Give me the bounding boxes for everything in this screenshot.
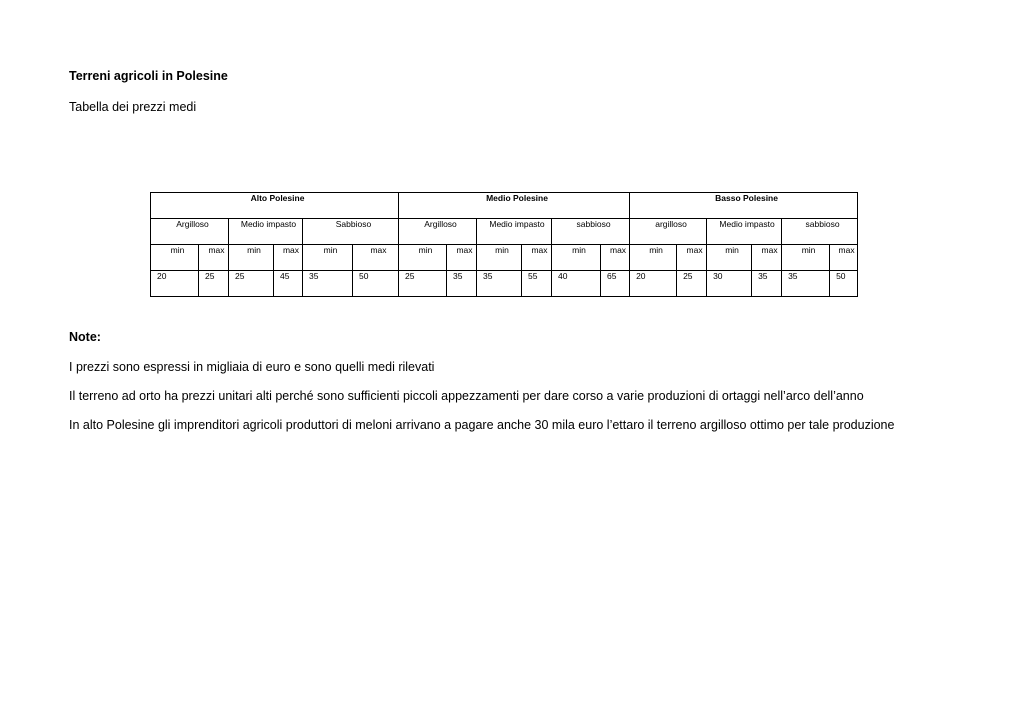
price-cell: 35	[477, 271, 522, 297]
region-header: Alto Polesine	[151, 193, 399, 219]
price-cell: 35	[447, 271, 477, 297]
price-cell: 25	[229, 271, 274, 297]
minmax-header: min	[229, 245, 274, 271]
minmax-header: max	[601, 245, 630, 271]
price-cell: 65	[601, 271, 630, 297]
soil-header: Medio impasto	[477, 219, 552, 245]
minmax-header: min	[552, 245, 601, 271]
minmax-header: min	[477, 245, 522, 271]
minmax-header: min	[707, 245, 752, 271]
price-cell: 55	[522, 271, 552, 297]
price-cell: 25	[199, 271, 229, 297]
soil-header: sabbioso	[552, 219, 630, 245]
price-cell: 20	[151, 271, 199, 297]
price-cell: 25	[677, 271, 707, 297]
minmax-header: min	[151, 245, 199, 271]
price-cell: 30	[707, 271, 752, 297]
notes-heading: Note:	[69, 330, 101, 344]
soil-header: Medio impasto	[707, 219, 782, 245]
minmax-header: max	[353, 245, 399, 271]
minmax-header: min	[630, 245, 677, 271]
soil-header-row	[151, 219, 858, 245]
soil-header: Sabbioso	[303, 219, 399, 245]
minmax-header: max	[752, 245, 782, 271]
region-header-row	[151, 193, 858, 219]
soil-header: Argilloso	[399, 219, 477, 245]
soil-header: Argilloso	[151, 219, 229, 245]
region-header: Basso Polesine	[630, 193, 858, 219]
price-cell: 25	[399, 271, 447, 297]
price-cell: 50	[830, 271, 858, 297]
minmax-header: max	[447, 245, 477, 271]
minmax-header: max	[274, 245, 303, 271]
document-title: Terreni agricoli in Polesine	[69, 69, 228, 83]
minmax-header: max	[830, 245, 858, 271]
minmax-header: min	[399, 245, 447, 271]
price-values-row	[151, 271, 858, 297]
minmax-header-row	[151, 245, 858, 271]
note-paragraph: In alto Polesine gli imprenditori agricoli produttori di meloni arrivano a pagare anche 30 mila euro l’ettaro il terreno argilloso ottimo per tale produzione	[69, 418, 895, 432]
price-cell: 45	[274, 271, 303, 297]
minmax-header: min	[303, 245, 353, 271]
document-subtitle: Tabella dei prezzi medi	[69, 100, 197, 114]
soil-header: sabbioso	[782, 219, 858, 245]
soil-header: argilloso	[630, 219, 707, 245]
minmax-header: max	[522, 245, 552, 271]
price-cell: 35	[782, 271, 830, 297]
minmax-header: max	[199, 245, 229, 271]
price-cell: 35	[752, 271, 782, 297]
price-cell: 20	[630, 271, 677, 297]
price-cell: 50	[353, 271, 399, 297]
soil-header: Medio impasto	[229, 219, 303, 245]
minmax-header: min	[782, 245, 830, 271]
price-cell: 35	[303, 271, 353, 297]
note-paragraph: Il terreno ad orto ha prezzi unitari alti perché sono sufficienti piccoli appezzamenti per dare corso a varie produzioni di ortaggi nell’arco dell’anno	[69, 389, 864, 403]
price-cell: 40	[552, 271, 601, 297]
region-header: Medio Polesine	[399, 193, 630, 219]
note-paragraph: I prezzi sono espressi in migliaia di euro e sono quelli medi rilevati	[69, 360, 435, 374]
price-table	[150, 192, 858, 297]
minmax-header: max	[677, 245, 707, 271]
